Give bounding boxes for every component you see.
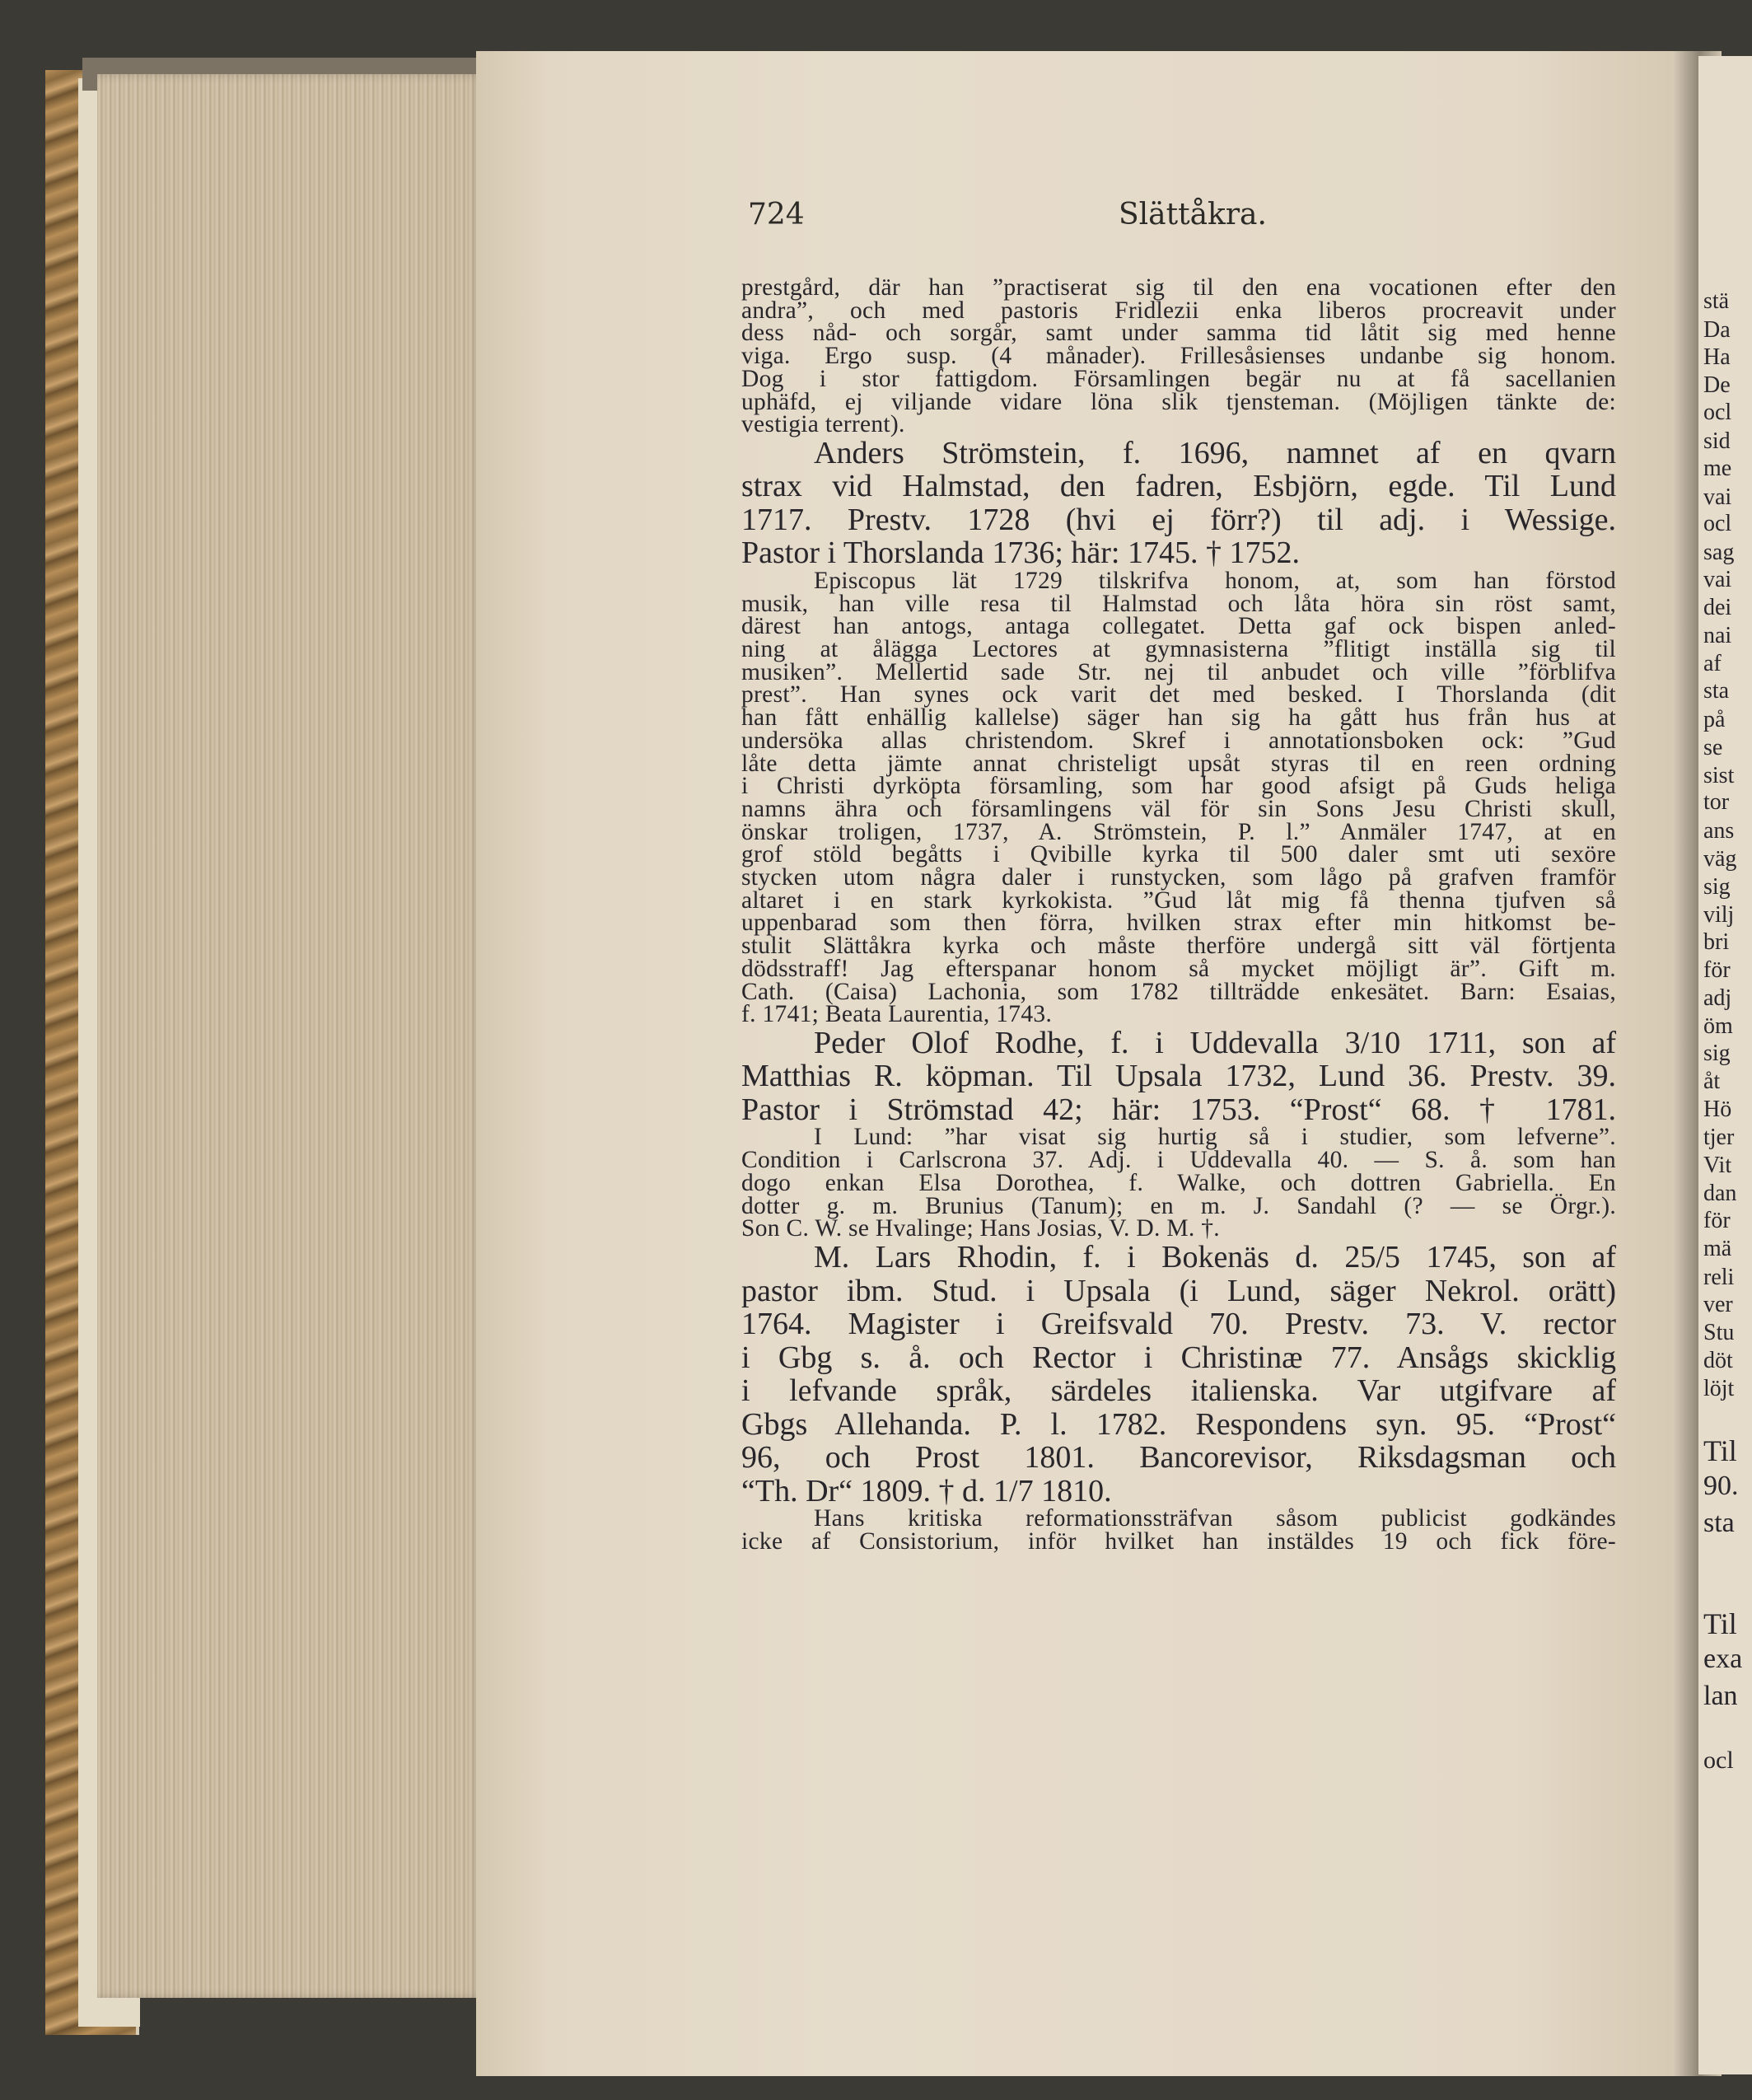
facing-page-fragment: reli — [1703, 1265, 1735, 1290]
facing-page-fragment: lan — [1703, 1681, 1738, 1711]
facing-page-fragment: sag — [1703, 540, 1735, 565]
text-line: i Christi dyrköpta församling, som har good afsigt på Guds heliga — [741, 773, 1616, 800]
text-line: Pastor i Strömstad 42; här: 1753. “Prost“ 68. † 1781. — [741, 1092, 1616, 1127]
text-line: grof stöld begåtts i Qvibille kyrka til 500 daler smt uti sexöre — [741, 841, 1616, 868]
facing-page-fragment: öm — [1703, 1013, 1733, 1039]
text-line: 1717. Prestv. 1728 (hvi ej förr?) til adj. i Wessige. — [741, 502, 1616, 537]
facing-page-fragment: bri — [1703, 929, 1730, 955]
text-line: dess nåd- och sorgår, samt under samma tid låtit sig med henne — [741, 320, 1616, 347]
text-line: stulit Slättåkra kyrka och måste therföre undergå sitt väl förtjenta — [741, 933, 1616, 960]
text-line: f. 1741; Beata Laurentia, 1743. — [741, 1001, 1053, 1028]
text-line: musiken”. Mellertid sade Str. nej til anbudet och ville ”förblifva — [741, 658, 1616, 685]
text-line: namns ähra och församlingens väl för sin Sons Jesu Christi skull, — [741, 795, 1616, 822]
facing-page-fragment: döt — [1703, 1348, 1733, 1373]
text-line: icke af Consistorium, inför hvilket han instäldes 19 och fick före- — [741, 1527, 1616, 1555]
facing-page-fragment: Hö — [1703, 1097, 1732, 1122]
facing-page-fragment: Vit — [1703, 1153, 1732, 1178]
facing-page-fragment: exa — [1703, 1644, 1743, 1674]
text-line: Pastor i Thorslanda 1736; här: 1745. † 1752. — [741, 536, 1300, 571]
facing-page-fragment: stä — [1703, 288, 1730, 314]
facing-page-fragment: sid — [1703, 428, 1731, 454]
facing-page-fragment: se — [1703, 735, 1723, 760]
text-line: Dog i stor fattigdom. Församlingen begär nu at få sacellanien — [741, 365, 1616, 392]
facing-page-fragment: sig — [1703, 874, 1731, 900]
facing-page-fragment: tor — [1703, 789, 1730, 815]
text-line: prest”. Han synes ock varit det med besked. I Thorslanda (dit — [741, 681, 1616, 709]
text-line: Hans kritiska reformationssträfvan såsom publicist godkändes — [814, 1505, 1616, 1532]
text-line: Anders Strömstein, f. 1696, namnet af en qvarn — [814, 435, 1616, 470]
facing-page-fragment: på — [1703, 707, 1726, 732]
facing-page-fragment: mä — [1703, 1236, 1732, 1261]
facing-page-fragment: Ha — [1703, 344, 1731, 370]
text-line: ning at ålägga Lectores at gymnasisterna ”flitigt inställa sig til — [741, 636, 1616, 663]
text-line: pastor ibm. Stud. i Upsala (i Lund, säger Nekrol. orätt) — [741, 1273, 1616, 1308]
text-line: Gbgs Allehanda. P. l. 1782. Respondens syn. 95. “Prost“ — [741, 1406, 1616, 1442]
text-line: andra”, och med pastoris Fridlezii enka liberos procreavit under — [741, 297, 1616, 324]
facing-page-fragment: tjer — [1703, 1125, 1735, 1150]
text-line: Son C. W. se Hvalinge; Hans Josias, V. D. M. †. — [741, 1215, 1220, 1242]
text-line: 1764. Magister i Greifsvald 70. Prestv. 73. V. rector — [741, 1307, 1616, 1341]
text-line: uphäfd, ej viljande vidare löna slik tjensteman. (Möjligen tänkte de: — [741, 388, 1616, 415]
facing-page-fragment: sist — [1703, 763, 1735, 788]
facing-page-fragment: af — [1703, 651, 1722, 676]
text-line: stycken utom några daler i runstycken, som lågo på grafven framför — [741, 864, 1616, 891]
text-line: dotter g. m. Brunius (Tanum); en m. J. Sandahl (? — se Örgr.). — [741, 1192, 1616, 1219]
text-line: därest han antogs, antaga collegatet. Detta gaf ock bispen anled- — [741, 613, 1616, 640]
facing-page-fragment: för — [1703, 957, 1731, 983]
text-line: strax vid Halmstad, den fadren, Esbjörn, egde. Til Lund — [741, 469, 1616, 504]
facing-page-fragment: vilj — [1703, 902, 1735, 928]
facing-page-fragment: vai — [1703, 484, 1732, 510]
facing-page-fragment: 90. — [1703, 1471, 1739, 1501]
text-line: “Th. Dr“ 1809. † d. 1/7 1810. — [741, 1473, 1112, 1508]
facing-page-fragment: dei — [1703, 595, 1732, 620]
facing-page-fragment: ans — [1703, 818, 1735, 844]
text-line: Matthias R. köpman. Til Upsala 1732, Lund 36. Prestv. 39. — [741, 1059, 1616, 1094]
text-line: Cath. (Caisa) Lachonia, som 1782 tillträdde enkesätet. Barn: Esaias, — [741, 978, 1616, 1005]
facing-page-fragment: nai — [1703, 623, 1732, 648]
facing-page-fragment: väg — [1703, 846, 1737, 872]
text-line: uppenbarad som then förra, hvilken strax efter min hitkomst be- — [741, 910, 1616, 937]
text-line: han fått enhällig kallelse) säger han sig ha gått hus från hus at — [741, 704, 1616, 732]
facing-page-fragment: sta — [1703, 1508, 1735, 1538]
facing-page-fragment: Til — [1703, 1607, 1737, 1640]
facing-page-fragment: ocl — [1703, 400, 1732, 425]
facing-page-fragment: Til — [1703, 1434, 1737, 1467]
page-number: 724 — [748, 198, 805, 232]
text-line: I Lund: ”har visat sig hurtig så i studier, som lefverne”. — [814, 1124, 1616, 1151]
text-line: vestigia terrent). — [741, 411, 905, 438]
facing-page — [1698, 56, 1752, 2074]
running-title: Slättåkra. — [1119, 198, 1267, 232]
facing-page-fragment: Stu — [1703, 1320, 1735, 1345]
text-line: i lefvande språk, särdeles italienska. Var utgifvare af — [741, 1373, 1616, 1408]
text-line: musik, han ville resa til Halmstad och låta höra sin röst samt, — [741, 590, 1616, 617]
facing-page-fragment: sta — [1703, 678, 1730, 704]
page-block-edges — [97, 74, 484, 1998]
facing-page-fragment: löjt — [1703, 1376, 1735, 1401]
facing-page-fragment: vai — [1703, 567, 1732, 592]
text-line: undersöka allas christendom. Skref i annotationsboken ock: ”Gud — [741, 727, 1616, 754]
text-line: dogo enkan Elsa Dorothea, f. Walke, och dottren Gabriella. En — [741, 1169, 1616, 1196]
text-column — [741, 274, 1616, 1555]
text-line: önskar troligen, 1737, A. Strömstein, P. l.” Anmäler 1747, at en — [741, 818, 1616, 845]
text-line: prestgård, där han ”practiserat sig til den ena vocationen efter den — [741, 274, 1616, 301]
text-line: viga. Ergo susp. (4 månader). Frillesåsienses undanbe sig honom. — [741, 343, 1616, 370]
text-line: Condition i Carlscrona 37. Adj. i Uddevalla 40. — S. å. som han — [741, 1147, 1616, 1174]
facing-page-fragment: sig — [1703, 1041, 1731, 1066]
facing-page-fragment: Da — [1703, 317, 1731, 343]
text-line: i Gbg s. å. och Rector i Christinæ 77. Ansågs skicklig — [741, 1340, 1616, 1375]
facing-page-fragment: ver — [1703, 1292, 1733, 1317]
text-line: låte detta jämte annat christeligt upsåt styras til en reen ordning — [741, 750, 1616, 777]
text-line: dödsstraff! Jag efterspanar honom så mycket möjligt är”. Gift m. — [741, 955, 1616, 982]
text-line: Episcopus lät 1729 tilskrifva honom, at, som han förstod — [814, 567, 1616, 594]
facing-page-fragment: för — [1703, 1208, 1731, 1233]
facing-page-fragment: dan — [1703, 1181, 1737, 1206]
facing-page-fragment: De — [1703, 372, 1731, 398]
text-line: Peder Olof Rodhe, f. i Uddevalla 3/10 1711, son af — [814, 1025, 1616, 1060]
text-line: M. Lars Rhodin, f. i Bokenäs d. 25/5 1745, son af — [814, 1240, 1616, 1274]
facing-page-fragment: ocl — [1703, 1747, 1734, 1774]
text-line: altaret i en stark kyrkokista. ”Gud låt mig få thenna tjufven så — [741, 886, 1616, 914]
text-line: 96, och Prost 1801. Bancorevisor, Riksdagsman och — [741, 1440, 1616, 1475]
facing-page-fragment: ocl — [1703, 511, 1732, 536]
facing-page-fragment: åt — [1703, 1069, 1721, 1094]
facing-page-fragment: me — [1703, 456, 1732, 481]
facing-page-fragment: adj — [1703, 985, 1732, 1011]
